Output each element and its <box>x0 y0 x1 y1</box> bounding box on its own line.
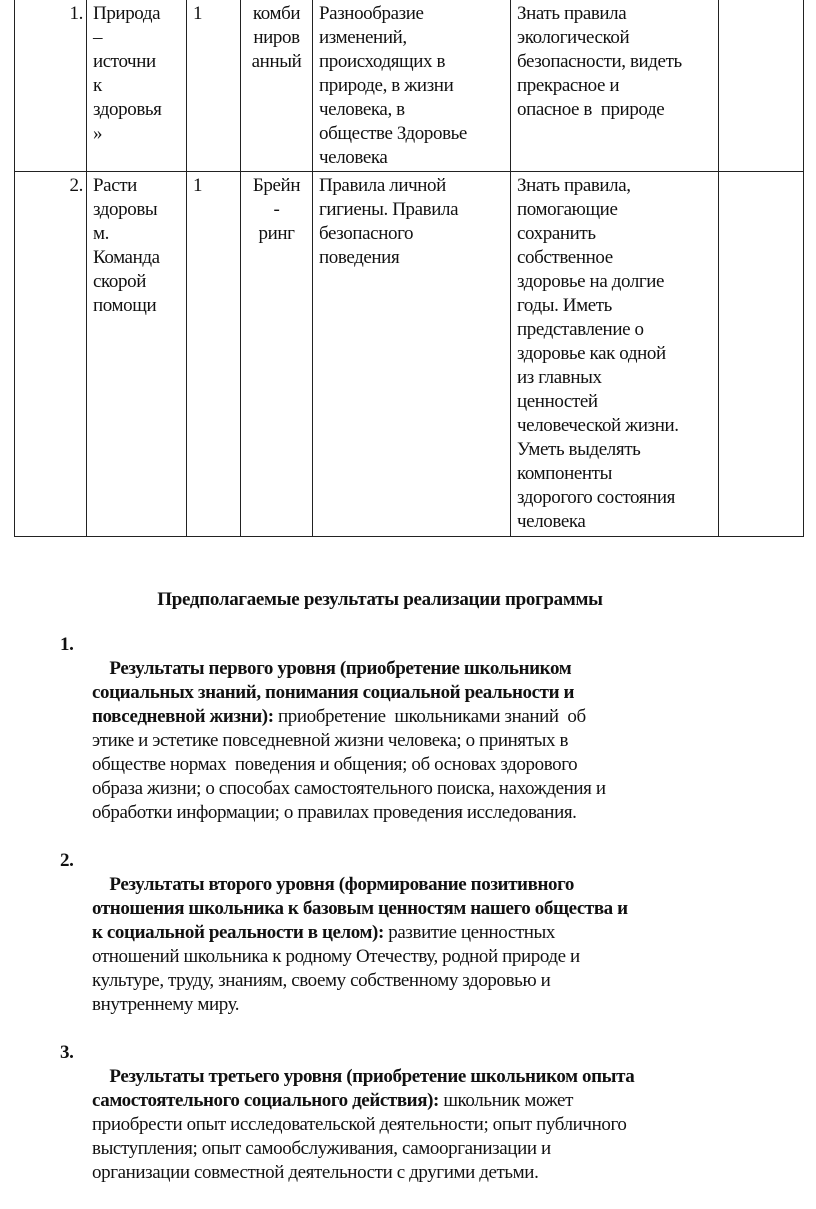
item-text: приобретение школьниками знаний об этике и эстетике повседневной жизни человека; о принятых в обществе нормах поведения и общения; об основах здорового образа жизни; о способах самостоятельного поиска, нахождения и обработки информации; о правилах проведения исследования. <box>92 706 606 823</box>
table-row <box>15 0 804 172</box>
lesson-hours: 1 <box>187 0 241 172</box>
section-heading: Предполагаемые результаты реализации программы <box>157 589 603 610</box>
lesson-content: Разнообразие изменений, происходящих в природе, в жизни человека, в обществе Здоровье человека <box>313 0 511 172</box>
list-item <box>56 849 796 1041</box>
lesson-outcomes: Знать правила, помогающие сохранить собственное здоровье на долгие годы. Иметь представление о здоровье как одной из главных ценностей человеческой жизни. Уметь выделять компоненты здорогого состояния человека <box>511 172 719 537</box>
list-number: 2. <box>60 850 74 871</box>
lesson-extra <box>719 172 804 537</box>
lesson-content: Правила личной гигиены. Правила безопасного поведения <box>313 172 511 537</box>
lesson-topic: Расти здоровы м. Команда скорой помощи <box>87 172 187 537</box>
item-text: развитие ценностных отношений школьника к родному Отечеству, родной природе и культуре, труду, знаниям, своему собственному здоровью и внутреннему миру. <box>92 922 580 1015</box>
item-heading: Результаты первого уровня (приобретение школьником социальных знаний, понимания социальной реальности и повседневной жизни): <box>92 658 575 727</box>
item-heading: Результаты третьего уровня (приобретение школьником опыта самостоятельного социального действия): <box>92 1066 635 1111</box>
table-row <box>15 172 804 537</box>
lesson-extra <box>719 0 804 172</box>
lesson-form: комби ниров анный <box>241 0 313 172</box>
list-item <box>56 1041 796 1209</box>
lesson-plan-table <box>14 0 804 537</box>
lesson-hours: 1 <box>187 172 241 537</box>
row-number: 1. <box>15 0 87 172</box>
list-number: 3. <box>60 1042 74 1063</box>
lesson-topic: Природа – источни к здоровья » <box>87 0 187 172</box>
lesson-outcomes: Знать правила экологической безопасности, видеть прекрасное и опасное в природе <box>511 0 719 172</box>
list-number: 1. <box>60 634 74 655</box>
results-list <box>56 633 796 1209</box>
item-text: школьник может приобрести опыт исследовательской деятельности; опыт публичного выступления; опыт самообслуживания, самоорганизации и организации совместной деятельности с другими детьми. <box>92 1090 627 1183</box>
list-item <box>56 633 796 849</box>
item-heading: Результаты второго уровня (формирование позитивного отношения школьника к базовым ценностям нашего общества и к социальной реальности в целом): <box>92 874 628 943</box>
lesson-form: Брейн - ринг <box>241 172 313 537</box>
row-number: 2. <box>15 172 87 537</box>
